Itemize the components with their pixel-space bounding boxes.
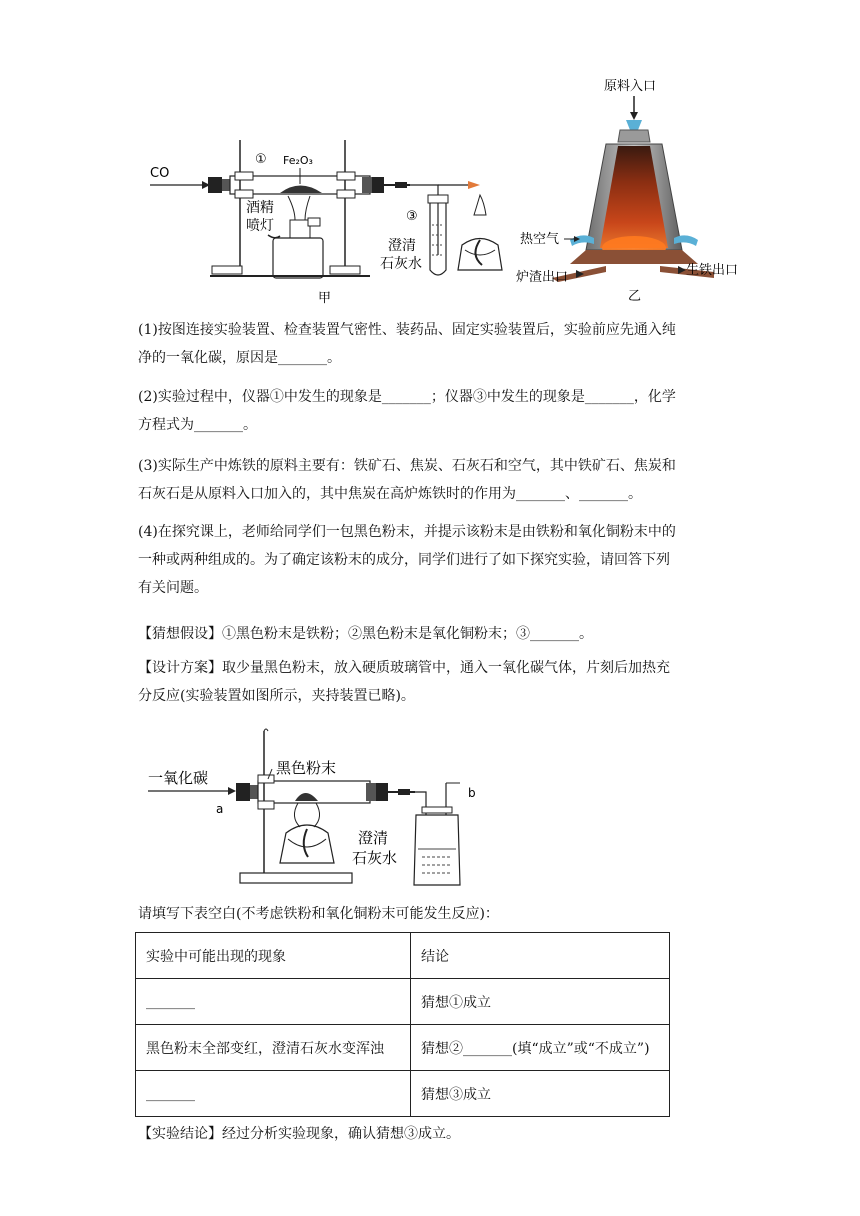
question-3: (3)实际生产中炼铁的原料主要有：铁矿石、焦炭、石灰石和空气，其中铁矿石、焦炭和 石灰石是从原料入口加入的，其中焦炭在高炉炼铁时的作用为_______、_______。 [138,458,676,502]
inlet-label: 原料入口 [604,79,657,94]
cell-conclusion-2: 猜想②_______(填“成立”或“不成立”) [411,1025,670,1071]
figure-jia-caption: 甲 [318,291,332,306]
b-label: b [468,786,476,800]
slag-label: 炉渣出口 [516,270,569,285]
result-table [135,932,670,1117]
num3-label: ③ [406,209,418,224]
figure-jia [140,140,520,310]
num1-label: ① [255,152,267,167]
table-row [136,979,670,1025]
table-intro: 请填写下表空白(不考虑铁粉和氧化铜粉末可能发生反应)： [138,906,499,922]
co-label: CO [150,166,170,181]
a-label: a [216,802,224,816]
cell-phenomenon-3: _______ [136,1071,411,1117]
lime-label-1: 澄清 [388,238,416,254]
question-4: (4)在探究课上，老师给同学们一包黑色粉末，并提示该粉末是由铁粉和氧化铜粉末中的 一种或两种组成的。为了确定该粉末的成分，同学们进行了如下探究实验，请回答下列 有关问题。 [138,524,676,596]
cell-conclusion-3: 猜想③成立 [411,1071,670,1117]
co-text-label: 一氧化碳 [148,769,209,787]
lime-label-2: 石灰水 [380,256,422,272]
question-2: (2)实验过程中，仪器①中发生的现象是_______；仪器③中发生的现象是_______，化学 方程式为_______。 [138,389,676,433]
table-row [136,1071,670,1117]
header-conclusion: 结论 [411,933,670,979]
hypothesis: 【猜想假设】①黑色粉末是铁粉；②黑色粉末是氧化铜粉末；③_______。 [138,626,593,642]
experiment-conclusion: 【实验结论】经过分析实验现象，确认猜想③成立。 [138,1126,460,1142]
cell-phenomenon-1: _______ [136,979,411,1025]
header-phenomenon: 实验中可能出现的现象 [136,933,411,979]
iron-label: 生铁出口 [686,263,739,278]
fe2o3-label: Fe₂O₃ [283,154,313,167]
lamp-label-2: 喷灯 [246,218,274,234]
table-header-row [136,933,670,979]
question-1: (1)按图连接实验装置、检查装置气密性、装药品、固定实验装置后，实验前应先通入纯 净的一氧化碳，原因是_______。 [138,322,676,366]
cell-phenomenon-2: 黑色粉末全部变红，澄清石灰水变浑浊 [136,1025,411,1071]
lime-label-2a: 澄清 [358,829,389,847]
powder-label: 黑色粉末 [276,759,337,777]
lamp-label-1: 酒精 [246,200,274,216]
hot-air-label: 热空气 [520,232,560,247]
figure-yi [510,72,780,307]
table-row [136,1025,670,1071]
figure-yi-caption: 乙 [628,289,642,304]
lime-label-2b: 石灰水 [352,849,398,867]
design-plan: 【设计方案】取少量黑色粉末，放入硬质玻璃管中，通入一氧化碳气体，片刻后加热充 分反应(实验装置如图所示，夹持装置已略)。 [138,660,670,704]
figure-2 [140,725,500,890]
cell-conclusion-1: 猜想①成立 [411,979,670,1025]
